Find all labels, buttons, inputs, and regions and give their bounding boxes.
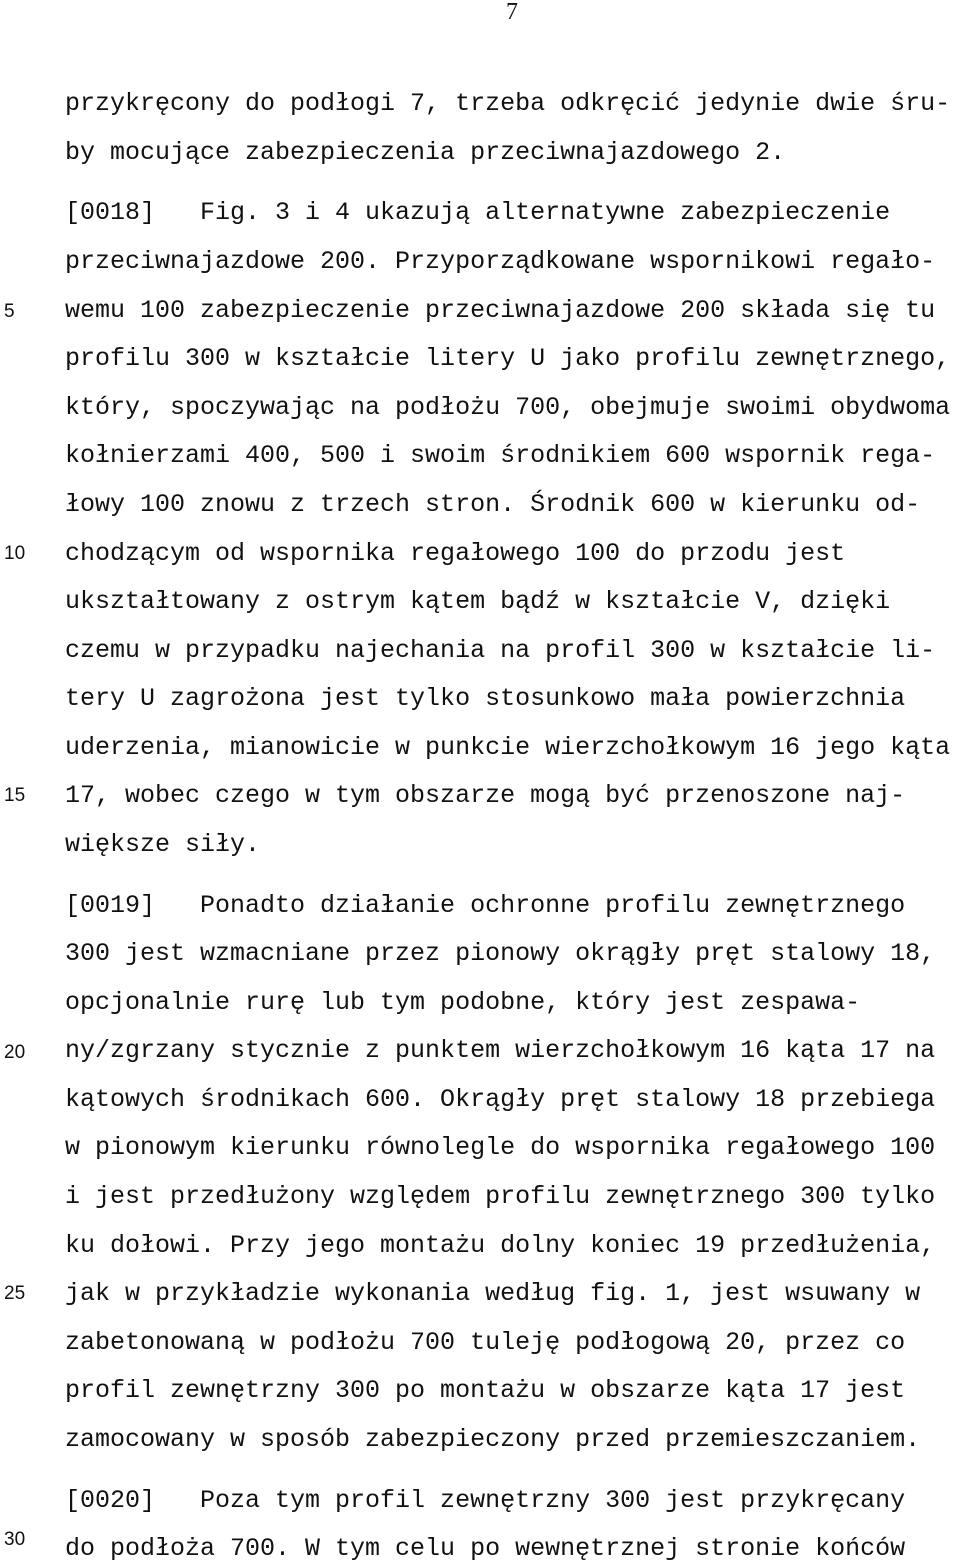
line-number: 20 (4, 1042, 26, 1063)
text-line: kątowych środnikach 600. Okrągły pręt stalowy 18 przebiega (65, 1085, 936, 1114)
text-line: przykręcony do podłogi 7, trzeba odkręcić jedynie dwie śru- (65, 89, 951, 118)
text-line: łowy 100 znowu z trzech stron. Środnik 600 w kierunku od- (65, 490, 921, 519)
text-line: i jest przedłużony względem profilu zewnętrznego 300 tylko (65, 1182, 936, 1211)
text-line: uderzenia, mianowicie w punkcie wierzchołkowym 16 jego kąta (65, 733, 951, 762)
page-number: 7 (506, 0, 518, 25)
text-line: jak w przykładzie wykonania według fig. 1, jest wsuwany w (65, 1279, 921, 1308)
paragraph-start-0019: [0019] Ponadto działanie ochronne profilu zewnętrznego (65, 891, 906, 920)
paragraph-start-0018: [0018] Fig. 3 i 4 ukazują alternatywne zabezpieczenie (65, 198, 891, 227)
text-line: 17, wobec czego w tym obszarze mogą być przenoszone naj- (65, 781, 906, 810)
text-line: ku dołowi. Przy jego montażu dolny koniec 19 przedłużenia, (65, 1231, 936, 1260)
text-line: zabetonowaną w podłożu 700 tuleję podłogową 20, przez co (65, 1328, 906, 1357)
text-line: chodzącym od wspornika regałowego 100 do przodu jest (65, 539, 846, 568)
text-line: profilu 300 w kształcie litery U jako profilu zewnętrznego, (65, 344, 951, 373)
text-line: wemu 100 zabezpieczenie przeciwnajazdowe 200 składa się tu (65, 296, 936, 325)
text-line: który, spoczywając na podłożu 700, obejmuje swoimi obydwoma (65, 393, 951, 422)
text-line: większe siły. (65, 830, 261, 859)
text-line: w pionowym kierunku równolegle do wspornika regałowego 100 (65, 1133, 936, 1162)
text-line: do podłoża 700. W tym celu po wewnętrznej stronie końców (65, 1534, 906, 1563)
line-number: 25 (4, 1283, 26, 1304)
text-line: przeciwnajazdowe 200. Przyporządkowane wspornikowi regało- (65, 247, 936, 276)
text-line: czemu w przypadku najechania na profil 300 w kształcie li- (65, 636, 936, 665)
text-line: tery U zagrożona jest tylko stosunkowo mała powierzchnia (65, 684, 906, 713)
text-line: kołnierzami 400, 500 i swoim środnikiem 600 wspornik rega- (65, 441, 936, 470)
paragraph-start-0020: [0020] Poza tym profil zewnętrzny 300 jest przykręcany (65, 1486, 906, 1515)
text-line: 300 jest wzmacniane przez pionowy okrągły pręt stalowy 18, (65, 939, 936, 968)
text-line: ukształtowany z ostrym kątem bądź w kształcie V, dzięki (65, 587, 891, 616)
text-line: opcjonalnie rurę lub tym podobne, który jest zespawa- (65, 988, 861, 1017)
text-line: ny/zgrzany stycznie z punktem wierzchołkowym 16 kąta 17 na (65, 1036, 936, 1065)
text-line: zamocowany w sposób zabezpieczony przed przemieszczaniem. (65, 1425, 921, 1454)
text-line: by mocujące zabezpieczenia przeciwnajazdowego 2. (65, 138, 786, 167)
text-line: profil zewnętrzny 300 po montażu w obszarze kąta 17 jest (65, 1376, 906, 1405)
line-number: 30 (4, 1529, 26, 1550)
line-number: 5 (4, 301, 15, 322)
line-number: 15 (4, 785, 26, 806)
line-number: 10 (4, 543, 26, 564)
